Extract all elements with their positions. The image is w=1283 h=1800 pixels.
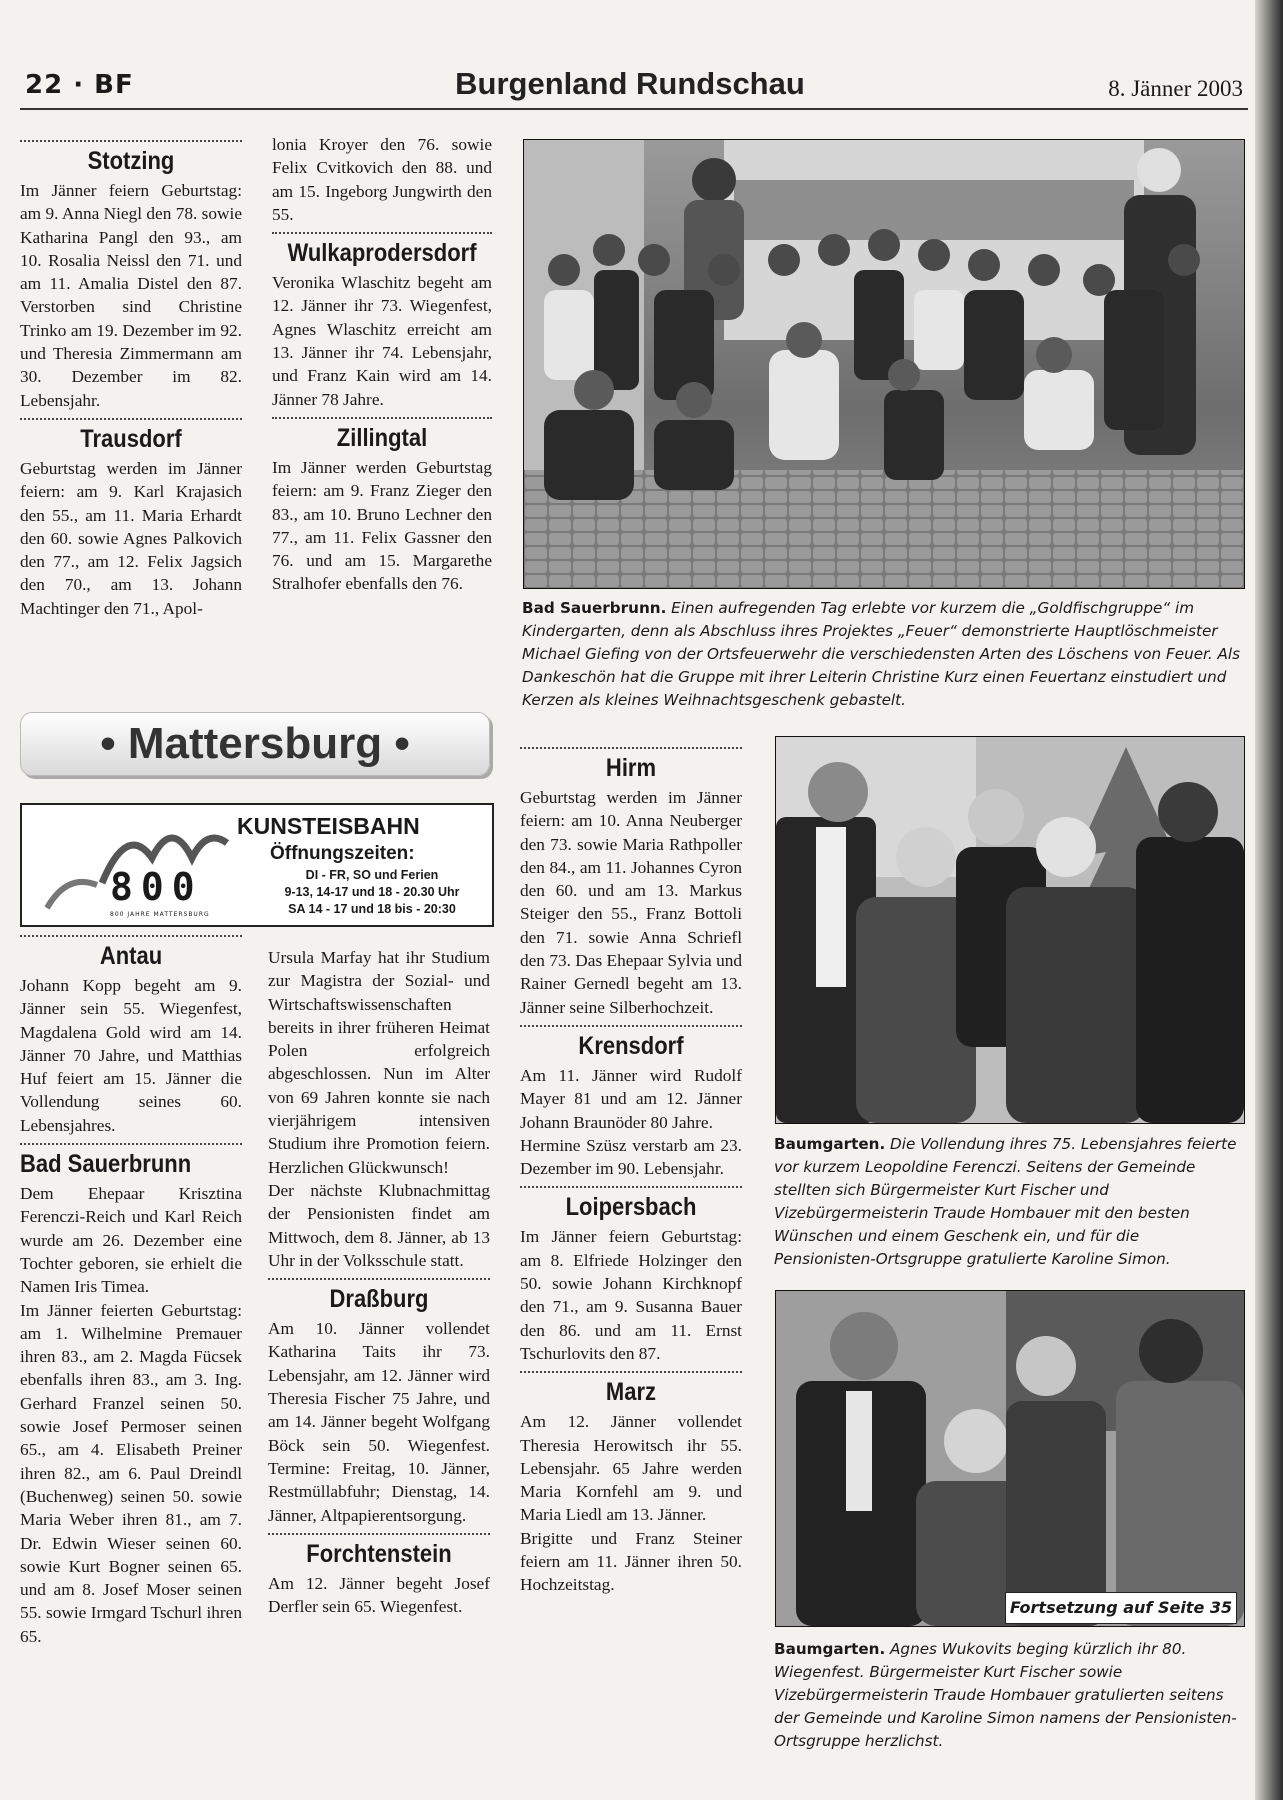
article-trausdorf: Geburtstag werden im Jänner feiern: am 9. Karl Krajasich den 55., am 11. Maria Erhardt den 60. sowie Agnes Palkovich den 77., am 12. Felix Jagsich den 70., am 13. Johann Machtinger den 71., Apol- — [20, 458, 242, 618]
article-marfay: Ursula Marfay hat ihr Studium zur Magistra der Sozial- und Wirtschaftswissenschaften bereits in ihrer früheren Heimat Polen erfolgreich abgeschlossen. Nun im Alter von 69 Jahren konnte sie nach vierjährigem intensiven Studium ihre Promotion feiern. Herzlichen Glückwunsch! — [268, 948, 490, 1177]
heading-marz: Marz — [605, 1378, 657, 1407]
divider — [520, 1371, 742, 1373]
heading-wulkaprodersdorf: Wulkaprodersdorf — [287, 239, 477, 268]
caption-1-text: Einen aufregenden Tag erlebte vor kurzem die „Goldfischgruppe“ im Kindergarten, denn als Abschluss ihres Projektes „Feuer“ demonstrierte Hauptlöschmeister Michael Giefing von der Ortsfeuerwehr die verschiedensten Arten des Löschens von Feuer. Als Dankeschön hat die Gruppe mit ihrer Leiterin Christine Kurz einen Feuertanz einstudiert und Kerzen als kleines Weihnachtsgeschenk gebastelt. — [522, 599, 1241, 709]
caption-1-place: Bad Sauerbrunn. — [522, 599, 667, 617]
caption-3 — [774, 1638, 1244, 1753]
article-marz-1: Am 12. Jänner vollendet Theresia Herowitsch ihr 55. Lebensjahr. 65 Jahre werden Maria Kornfehl am 9. und Maria Liedl am 13. Jänner. — [520, 1412, 742, 1525]
article-continued: lonia Kroyer den 76. sowie Felix Cvitkovich den 88. und am 15. Ingeborg Jungwirth den 55. — [272, 135, 492, 224]
article-forchtenstein: Am 12. Jänner begeht Josef Derfler sein 65. Wiegenfest. — [268, 1573, 490, 1617]
issue-date: 8. Jänner 2003 — [1108, 76, 1243, 101]
heading-antau: Antau — [99, 942, 163, 970]
column-2 — [272, 133, 492, 596]
divider — [20, 418, 242, 420]
divider — [272, 417, 492, 419]
caption-2-place: Baumgarten. — [774, 1135, 886, 1153]
heading-trausdorf: Trausdorf — [80, 424, 182, 453]
heading-hirm: Hirm — [605, 754, 657, 782]
heading-loipersbach: Loipersbach — [565, 1193, 697, 1222]
divider — [520, 1025, 742, 1027]
ad-hours-line-2: 9-13, 14-17 und 18 - 20.30 Uhr — [284, 885, 460, 899]
divider — [272, 232, 492, 234]
caption-1 — [522, 597, 1244, 712]
divider — [268, 1533, 490, 1535]
page-number: 22 · BF — [25, 70, 134, 100]
article-marz-2: Brigitte und Franz Steiner feiern am 11. Jänner ihren 50. Hochzeitstag. — [520, 1528, 742, 1595]
article-krensdorf-2: Hermine Szüsz verstarb am 23. Dezember im 90. Lebensjahr. — [520, 1135, 742, 1179]
article-stotzing: Im Jänner feiern Geburtstag: am 9. Anna Niegl den 78. sowie Katharina Pangl den 93., am 10. Rosalia Neissl den 71. und am 11. Amalia Distel den 87. Verstorben sind Christine Trinko am 19. Dezember im 92. und Theresia Zimmermann am 30. Dezember im 82. Lebensjahr. — [20, 181, 242, 410]
column-4 — [268, 946, 490, 1618]
article-hirm: Geburtstag werden im Jänner feiern: am 10. Anna Neuberger den 73. sowie Maria Rathpoller den 84., am 11. Johannes Cyron den 60. und am 13. Markus Steiger den 55., Franz Bottoli den 71. sowie Anna Schriefl den 73. Das Ehepaar Sylvia und Rainer Gernedl begeht am 13. Jänner seine Silberhochzeit. — [520, 788, 742, 1017]
column-3 — [20, 931, 242, 1648]
ad-kunsteisbahn — [20, 803, 494, 927]
newspaper-title: Burgenland Rundschau — [455, 66, 805, 101]
heading-forchtenstein: Forchtenstein — [306, 1539, 452, 1568]
photo-kindergarten-group — [523, 139, 1245, 589]
heading-krensdorf: Krensdorf — [578, 1031, 684, 1060]
article-drassburg: Am 10. Jänner vollendet Katharina Taits ihr 73. Lebensjahr, am 12. Jänner wird Theresia Fischer 75 Jahre, und am 14. Jänner begeht Wolfgang Böck sein 50. Wiegenfest. Termine: Freitag, 10. Jänner, Restmüllabfuhr; Dienstag, 14. Jänner, Altpapierentsorgung. — [268, 1319, 490, 1525]
continuation-note: Fortsetzung auf Seite 35 — [1005, 1592, 1237, 1624]
photo-wukovits-birthday — [775, 1290, 1245, 1627]
ad-logo-number: 800 — [110, 865, 203, 909]
section-banner-mattersburg: • Mattersburg • — [20, 712, 490, 776]
column-5 — [520, 743, 742, 1597]
ad-hours-line-3: SA 14 - 17 und 18 bis - 20:30 — [288, 902, 456, 916]
heading-stotzing: Stotzing — [87, 147, 175, 175]
ad-logo-small: 800 JAHRE MATTERSBURG — [110, 911, 210, 918]
caption-3-text: Agnes Wukovits beging kürzlich ihr 80. Wiegenfest. Bürgermeister Kurt Fischer sowie Vizebürgermeisterin Traude Hombauer gratulierten seitens der Gemeinde und Karoline Simon namens der Pensionisten-Ortsgruppe herzlichst. — [774, 1640, 1237, 1750]
article-krensdorf-1: Am 11. Jänner wird Rudolf Mayer 81 und am 12. Jänner Johann Braunöder 80 Jahre. — [520, 1065, 742, 1132]
divider — [20, 935, 242, 937]
caption-3-place: Baumgarten. — [774, 1640, 886, 1658]
article-loipersbach: Im Jänner feiern Geburtstag: am 8. Elfriede Holzinger den 50. sowie Johann Kirchknopf den 71., am 9. Susanna Bauer den 86. und am 11. Ernst Tschurlovits den 87. — [520, 1227, 742, 1363]
photo-ferenczi-image — [776, 737, 1244, 1123]
heading-zillingtal: Zillingtal — [336, 423, 428, 452]
divider — [268, 1278, 490, 1280]
column-1 — [20, 136, 242, 620]
photo-ferenczi-birthday — [775, 736, 1245, 1124]
divider — [20, 140, 242, 142]
header-rule — [20, 108, 1248, 110]
caption-2 — [774, 1133, 1244, 1271]
article-bad-sauerbrunn-1: Dem Ehepaar Krisztina Ferenczi-Reich und Karl Reich wurde am 26. Dezember eine Tochter geboren, sie erhielt die Namen Iris Timea. — [20, 1184, 242, 1297]
article-antau: Johann Kopp begeht am 9. Jänner sein 55. Wiegenfest, Magdalena Gold wird am 14. Jänner 70 Jahre, und Matthias Huf feiert am 15. Jänner die Vollendung seines 60. Lebensjahres. — [20, 976, 242, 1135]
photo-wukovits-image — [776, 1291, 1244, 1626]
divider — [520, 1186, 742, 1188]
ad-hours-line-1: DI - FR, SO und Ferien — [305, 868, 439, 882]
article-klubnachmittag: Der nächste Klubnachmittag der Pensionisten findet am Mittwoch, dem 8. Jänner, ab 13 Uhr in der Volksschule statt. — [268, 1180, 490, 1270]
divider — [20, 1143, 242, 1145]
ad-title: KUNSTEISBAHN — [237, 813, 420, 839]
article-wulkaprodersdorf: Veronika Wlaschitz begeht am 12. Jänner ihr 73. Wiegenfest, Agnes Wlaschitz erreicht am 13. Jänner ihr 74. Lebensjahr, und Franz Kain wird am 14. Jänner 78 Jahre. — [272, 273, 492, 409]
article-bad-sauerbrunn-2: Im Jänner feierten Geburtstag: am 1. Wilhelmine Premauer ihren 83., am 2. Magda Fücsek ebenfalls ihren 83., am 3. Ing. Gerhard Franzel seinen 50. sowie Josef Permoser seinen 65., am 4. Elisabeth Preiner ihren 82., am 6. Paul Dreindl (Buchenweg) seinen 50. sowie Maria Weber ihren 81., am 7. Dr. Edwin Wieser seinen 60. sowie Kurt Bogner seinen 65. und am 8. Josef Moser seinen 55. sowie Irmgard Tschurl ihren 65. — [20, 1300, 242, 1646]
article-zillingtal: Im Jänner werden Geburtstag feiern: am 9. Franz Zieger den 83., am 10. Bruno Lechner den 77., am 11. Felix Gassner den 76. und am 15. Margarethe Stralhofer ebenfalls den 76. — [272, 457, 492, 594]
caption-2-text: Die Vollendung ihres 75. Lebensjahres feierte vor kurzem Leopoldine Ferenczi. Seitens der Gemeinde stellten sich Bürgermeister Kurt Fischer und Vizebürgermeisterin Traude Hombauer mit den besten Wünschen und einem Geschenk ein, und für die Pensionisten-Ortsgruppe gratulierte Karoline Simon. — [774, 1135, 1237, 1268]
photo-kindergarten-image — [524, 140, 1244, 588]
divider — [520, 747, 742, 749]
scan-edge-shadow — [1255, 0, 1283, 1800]
ad-hours — [262, 867, 482, 918]
ad-subtitle: Öffnungszeiten: — [270, 843, 415, 864]
heading-drassburg: Draßburg — [329, 1285, 429, 1314]
heading-bad-sauerbrunn: Bad Sauerbrunn — [20, 1150, 192, 1179]
